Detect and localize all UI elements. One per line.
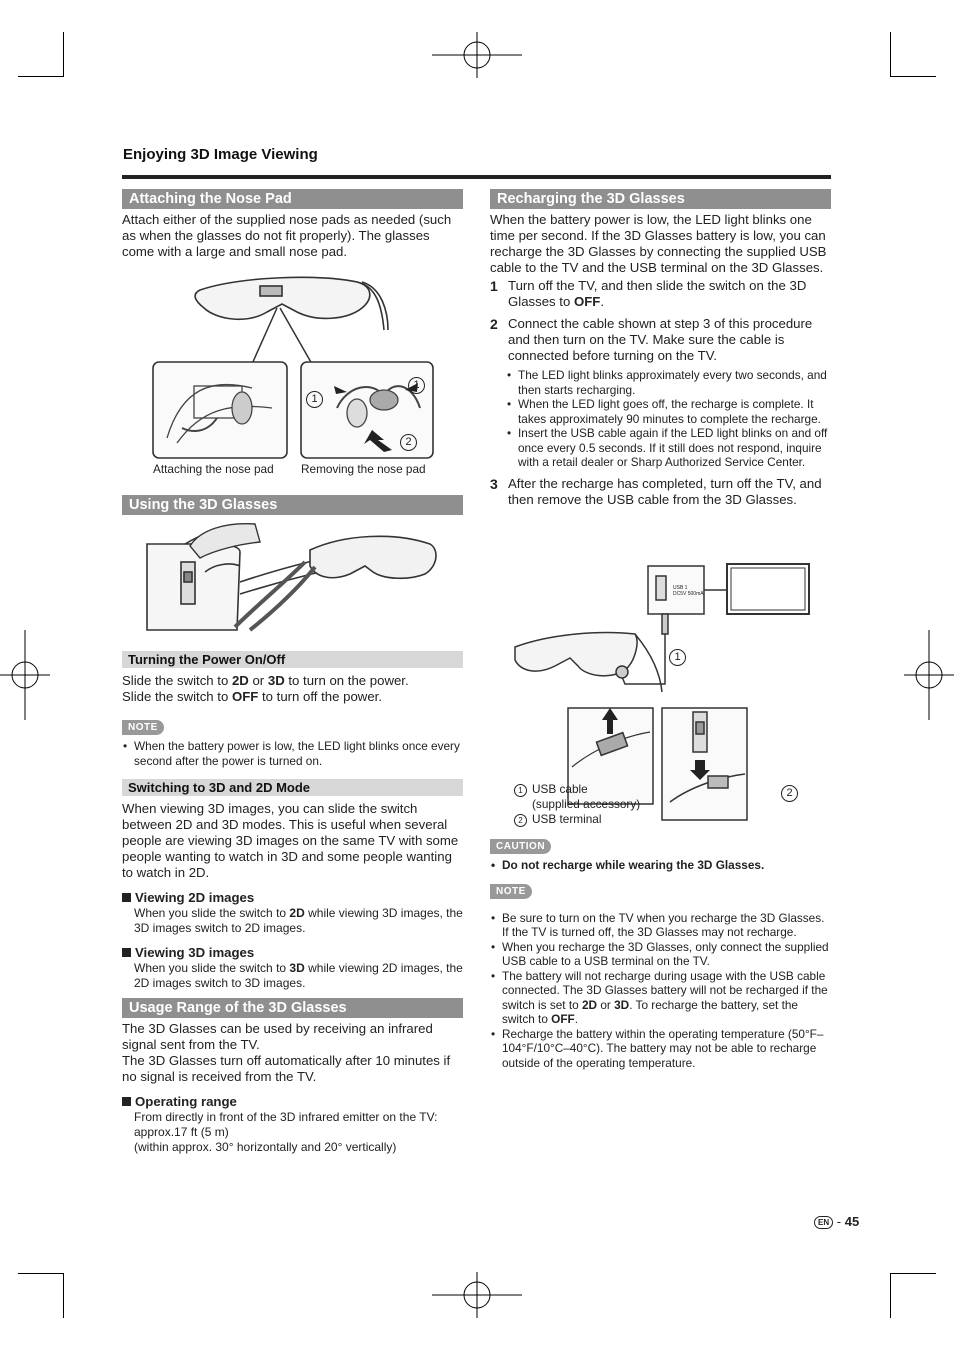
recharge-note-1: • Be sure to turn on the TV when you recharge the 3D Glasses. If the TV is turned off, the 3D Glasses may not recharge. — [490, 911, 831, 940]
marker-1-left: 1 — [306, 391, 323, 408]
step-2-bullets — [490, 368, 831, 470]
page-number: 45 — [844, 1214, 860, 1229]
operating-range-1: From directly in front of the 3D infrared emitter on the TV: approx.17 ft (5 m) — [134, 1110, 438, 1139]
step-2-bullet: • The LED light blinks approximately every two seconds, and then starts recharging. — [506, 368, 831, 397]
legend-item-2: 2 USB terminal — [514, 812, 640, 827]
square-bullet-icon — [122, 893, 131, 902]
section-title-usage: Usage Range of the 3D Glasses — [122, 998, 463, 1018]
step-1: 1 Turn off the TV, and then slide the switch on the 3D Glasses to OFF. — [490, 278, 807, 309]
step-2-bullet: • When the LED light goes off, the recharge is complete. It takes approximately 90 minutes to complete the recharge. — [506, 397, 831, 426]
legend-item-1: 1 USB cable — [514, 782, 640, 797]
caption-attach: Attaching the nose pad — [153, 462, 274, 476]
using-glasses-illustration — [145, 522, 445, 632]
usage-body-2: The 3D Glasses turn off automatically after 10 minutes if no signal is received from the TV. — [122, 1053, 451, 1084]
power-note: • When the battery power is low, the LED light blinks once every second after the power is turned on. — [122, 739, 463, 768]
marker-2: 2 — [400, 434, 417, 451]
recharge-note-4: • Recharge the battery within the operating temperature (50°F–104°F/10°C–40°C). The battery may not be able to recharge outside of the operating temperature. — [490, 1027, 831, 1071]
usage-body-1: The 3D Glasses can be used by receiving an infrared signal sent from the TV. — [122, 1021, 433, 1052]
power-line-1: Slide the switch to 2D or 3D to turn on the power. — [122, 673, 409, 688]
caution-badge: CAUTION — [490, 839, 551, 854]
viewing-2d-heading: Viewing 2D images — [122, 890, 463, 906]
nose-pad-body: Attach either of the supplied nose pads as needed (such as when the glasses do not fit properly). The glasses come with a large and small nose pad. — [122, 212, 452, 259]
subsection-title-mode: Switching to 3D and 2D Mode — [122, 779, 463, 796]
using-section — [122, 495, 463, 515]
square-bullet-icon — [122, 948, 131, 957]
section-title-nose-pad: Attaching the Nose Pad — [122, 189, 463, 209]
language-badge: EN — [814, 1216, 833, 1229]
caption-remove: Removing the nose pad — [301, 462, 426, 476]
section-title-using: Using the 3D Glasses — [122, 495, 463, 515]
operating-range-2: (within approx. 30° horizontally and 20° vertically) — [134, 1140, 397, 1154]
left-column — [122, 189, 463, 260]
recharge-legend — [514, 782, 640, 827]
note-badge-power: NOTE — [122, 720, 164, 735]
viewing-2d-text: When you slide the switch to 2D while viewing 3D images, the 3D images switch to 2D images. — [134, 906, 463, 935]
power-section — [122, 651, 463, 768]
step-2-bullet: • Insert the USB cable again if the LED light blinks on and off once every 0.5 seconds. If it still does not respond, inquire with a retail dealer or Sharp Authorized Service Center. — [506, 426, 831, 470]
step-3: 3 After the recharge has completed, turn off the TV, and then remove the USB cable from the 3D Glasses. — [490, 475, 822, 507]
usb-panel-label: USB 1 DC5V 500mA — [673, 585, 704, 597]
recharge-notes — [490, 836, 831, 1070]
header-rule — [122, 175, 831, 179]
step-2: 2 Connect the cable shown at step 3 of this procedure and then turn on the TV. Make sure the cable is connected before turning on the TV. — [490, 316, 813, 363]
caution-text: • Do not recharge while wearing the 3D Glasses. — [490, 858, 831, 873]
viewing-3d-heading: Viewing 3D images — [122, 945, 463, 961]
section-title-recharge: Recharging the 3D Glasses — [490, 189, 831, 209]
recharge-note-2: • When you recharge the 3D Glasses, only connect the supplied USB cable to a USB terminal on the TV. — [490, 940, 831, 969]
subsection-title-power: Turning the Power On/Off — [122, 651, 463, 668]
viewing-3d-text: When you slide the switch to 3D while viewing 2D images, the 2D images switch to 3D images. — [134, 961, 463, 990]
marker-1-right: 1 — [408, 377, 425, 394]
recharge-marker-2: 2 — [781, 785, 798, 802]
power-line-2: Slide the switch to OFF to turn off the power. — [122, 689, 382, 704]
legend-item-1-sub: (supplied accessory) — [532, 797, 641, 811]
recharge-note-3: • The battery will not recharge during usage with the USB cable connected. The 3D Glasses battery will not be recharged if the switch is set to 2D or 3D. To recharge the battery, set the switch to OFF. — [490, 969, 831, 1027]
right-column — [490, 189, 831, 508]
recharge-marker-1: 1 — [669, 649, 686, 666]
operating-range-heading: Operating range — [122, 1094, 463, 1110]
page-header: Enjoying 3D Image Viewing — [123, 146, 318, 163]
square-bullet-icon — [122, 1097, 131, 1106]
recharge-body: When the battery power is low, the LED light blinks one time per second. If the 3D Glasses battery is low, you can recharge the 3D Glasses by connecting the supplied USB cable to the TV and the USB terminal on the 3D Glasses. — [490, 212, 827, 275]
mode-section — [122, 779, 463, 991]
usage-section — [122, 998, 463, 1155]
note-badge-recharge: NOTE — [490, 884, 532, 899]
mode-body: When viewing 3D images, you can slide the switch between 2D and 3D modes. This is useful when several people are viewing 3D images on the same TV with some people wanting to watch in 3D and some people wanting to watch in 2D. — [122, 801, 459, 880]
page-footer: EN - 45 — [814, 1214, 859, 1229]
